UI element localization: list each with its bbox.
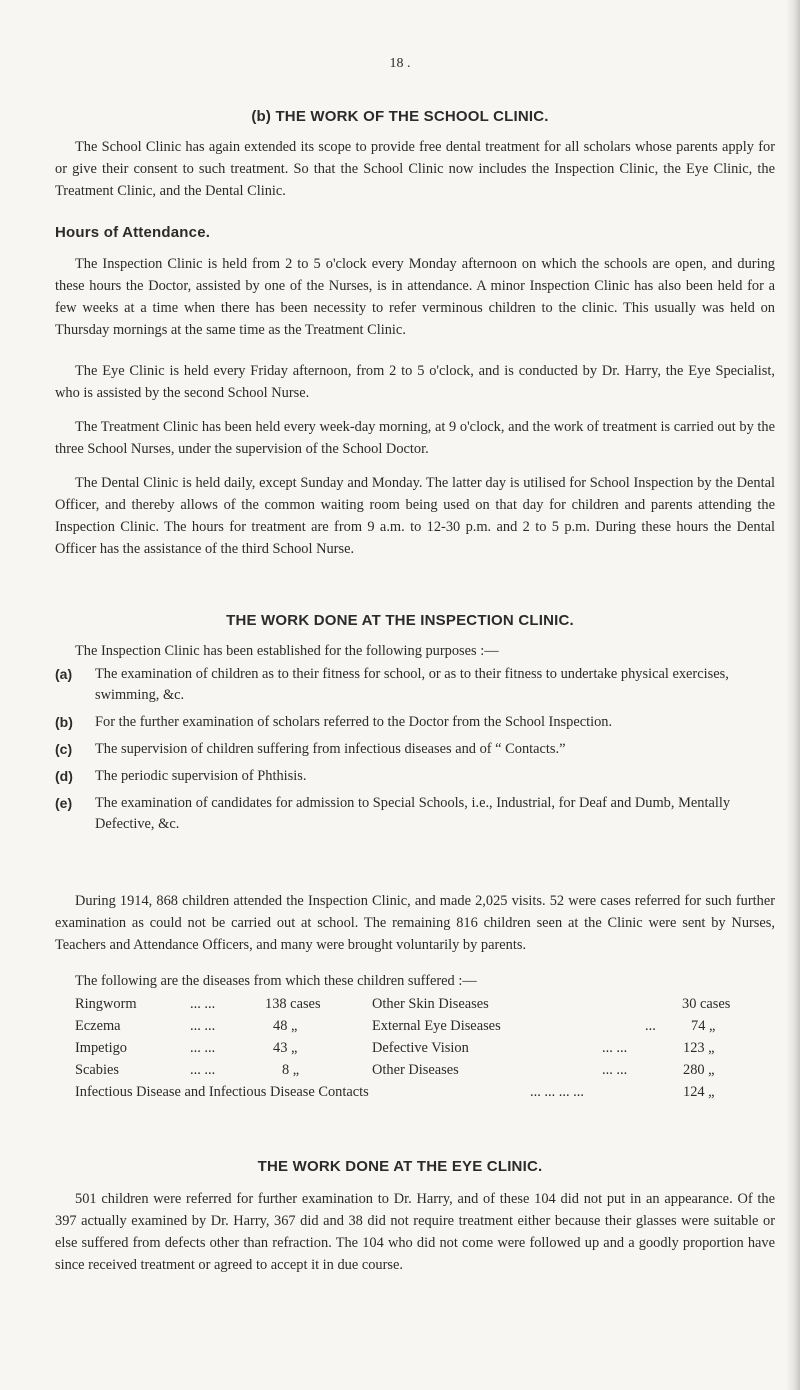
list-item-text: The periodic supervision of Phthisis. <box>95 768 307 784</box>
disease-name: Infectious Disease and Infectious Disease Contacts <box>75 1084 369 1100</box>
disease-count: 48 „ <box>273 1018 298 1034</box>
hours-paragraph-4 <box>55 472 775 560</box>
hours-p1-text: The Inspection Clinic is held from 2 to 5 o'clock every Monday afternoon on which the schools are open, and during these hours the Doctor, assisted by one of the Nurses, is in attendance. A minor Inspection Clinic has also been held for a few weeks at a time when there has been necessity to refer verminous children to the clinic. This usually was held on Thursday mornings at the same time as the Treatment Clinic. <box>55 256 775 338</box>
hours-p3-text: The Treatment Clinic has been held every week-day morning, at 9 o'clock, and the work of treatment is carried out by the three School Nurses, under the supervision of the School Doctor. <box>55 419 775 457</box>
list-item-text: The examination of children as to their fitness for school, or as to their fitness to undertake physical exercises, swimming, &c. <box>95 666 729 703</box>
list-marker: (e) <box>55 795 73 811</box>
list-item <box>55 712 775 733</box>
inspection-intro <box>55 640 775 662</box>
table-row <box>55 1062 775 1084</box>
disease-count: 8 „ <box>282 1062 300 1078</box>
table-row <box>55 1040 775 1062</box>
table-row <box>55 1018 775 1040</box>
purposes-list <box>55 664 775 841</box>
disease-count: 123 „ <box>683 1040 715 1056</box>
disease-name: Other Diseases <box>372 1062 459 1078</box>
table-row <box>55 996 775 1018</box>
leader-dots: ... ... <box>190 1040 216 1056</box>
disease-count: 43 „ <box>273 1040 298 1056</box>
inspection-intro-text: The Inspection Clinic has been established for the following purposes :— <box>75 643 499 659</box>
list-marker: (c) <box>55 741 73 757</box>
list-marker: (a) <box>55 666 73 682</box>
list-item-text: The examination of candidates for admission to Special Schools, i.e., Industrial, for Deaf and Dumb, Mentally Defective, &c. <box>95 795 731 832</box>
page-edge-shadow <box>786 0 800 1390</box>
list-item-text: The supervision of children suffering from infectious diseases and of “ Contacts.” <box>95 741 566 757</box>
disease-count: 74 „ <box>691 1018 716 1034</box>
page-number: 18 . <box>389 56 411 71</box>
disease-name: Scabies <box>75 1062 119 1078</box>
hours-paragraph-1 <box>55 253 775 341</box>
list-item-text: For the further examination of scholars referred to the Doctor from the School Inspection. <box>95 714 613 730</box>
list-marker: (d) <box>55 768 73 784</box>
diseases-table <box>55 996 775 1106</box>
leader-dots: ... ... ... ... <box>530 1084 584 1100</box>
intro-paragraph <box>55 136 775 202</box>
hours-p4-text: The Dental Clinic is held daily, except Sunday and Monday. The latter day is utilised for School Inspection by the Dental Officer, and thereby allows of the common waiting room being used on that day for children and parents attending the Inspection Clinic. The hours for treatment are from 9 a.m. to 12-30 p.m. and 2 to 5 p.m. During these hours the Dental Officer has the assistance of the third School Nurse. <box>55 475 775 557</box>
list-item <box>55 739 775 760</box>
leader-dots: ... ... <box>190 1062 216 1078</box>
disease-name: Eczema <box>75 1018 121 1034</box>
disease-name: Ringworm <box>75 996 137 1012</box>
disease-name: Impetigo <box>75 1040 127 1056</box>
hours-paragraph-3 <box>55 416 775 460</box>
eye-paragraph <box>55 1188 775 1276</box>
disease-count: 138 cases <box>265 996 321 1012</box>
inspection-p2-text: During 1914, 868 children attended the Inspection Clinic, and made 2,025 visits. 52 were cases referred for such further examination as could not be carried out at school. The remaining 816 children seen at the Clinic were sent by Nurses, Teachers and Attendance Officers, and many were brought voluntarily by parents. <box>55 893 775 953</box>
leader-dots: ... ... <box>190 996 216 1012</box>
inspection-paragraph-2 <box>55 890 775 956</box>
heading-school-clinic: (b) THE WORK OF THE SCHOOL CLINIC. <box>251 108 549 125</box>
list-item <box>55 664 775 706</box>
eye-text: 501 children were referred for further examination to Dr. Harry, and of these 104 did not put in an appearance. Of the 397 actually examined by Dr. Harry, 367 did and 38 did not require treatment either because their glasses were suitable or else suffered from defects other than refraction. The 104 who did not come were followed up and a goodly proportion have since received treatment or agreed to accept it in due course. <box>55 1191 775 1273</box>
intro-text: The School Clinic has again extended its scope to provide free dental treatment for all scholars whose parents apply for or give their consent to such treatment. So that the School Clinic now includes the Inspection Clinic, the Eye Clinic, the Treatment Clinic, and the Dental Clinic. <box>55 139 775 199</box>
disease-count: 280 „ <box>683 1062 715 1078</box>
list-item <box>55 793 775 835</box>
diseases-intro-text: The following are the diseases from which these children suffered :— <box>75 973 477 989</box>
leader-dots: ... ... <box>190 1018 216 1034</box>
leader-dots: ... <box>645 1018 656 1034</box>
heading-eye-clinic: THE WORK DONE AT THE EYE CLINIC. <box>257 1158 543 1175</box>
disease-count: 124 „ <box>683 1084 715 1100</box>
leader-dots: ... ... <box>602 1062 628 1078</box>
disease-name: Defective Vision <box>372 1040 469 1056</box>
leader-dots: ... ... <box>602 1040 628 1056</box>
disease-name: External Eye Diseases <box>372 1018 501 1034</box>
list-marker: (b) <box>55 714 73 730</box>
hours-paragraph-2 <box>55 360 775 404</box>
table-row <box>55 1084 775 1106</box>
diseases-intro <box>55 970 775 992</box>
hours-p2-text: The Eye Clinic is held every Friday afternoon, from 2 to 5 o'clock, and is conducted by Dr. Harry, the Eye Specialist, who is assisted by the second School Nurse. <box>55 363 775 401</box>
heading-hours-of-attendance: Hours of Attendance. <box>55 224 211 241</box>
list-item <box>55 766 775 787</box>
heading-inspection-clinic: THE WORK DONE AT THE INSPECTION CLINIC. <box>226 612 574 629</box>
disease-name: Other Skin Diseases <box>372 996 489 1012</box>
disease-count: 30 cases <box>682 996 731 1012</box>
